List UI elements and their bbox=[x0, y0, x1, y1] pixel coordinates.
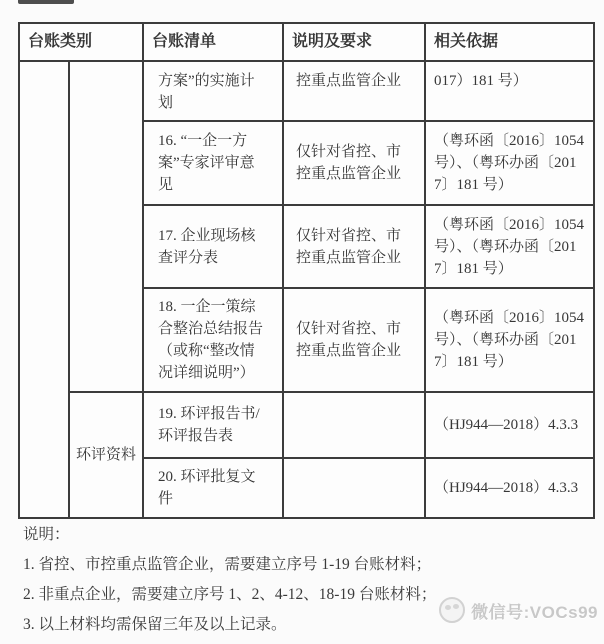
requirement-cell: 仅针对省控、市控重点监管企业 bbox=[283, 121, 425, 205]
basis-cell: 017）181 号） bbox=[425, 61, 594, 121]
basis-cell: （粤环函〔2016〕1054 号）、（粤环办函〔2017〕181 号） bbox=[425, 205, 594, 288]
basis-cell: （HJ944—2018）4.3.3 bbox=[425, 392, 594, 458]
notes-section bbox=[23, 524, 583, 644]
watermark bbox=[439, 597, 598, 623]
watermark-text: 微信号:VOCs99 bbox=[471, 602, 598, 622]
wechat-logo-icon bbox=[439, 597, 465, 623]
scan-artifact bbox=[18, 0, 74, 4]
note-item-1: 1. 省控、市控重点监管企业，需要建立序号 1-19 台账材料； bbox=[23, 556, 432, 573]
item-cell: 方案”的实施计划 bbox=[143, 61, 283, 121]
header-category: 台账类别 bbox=[19, 23, 143, 61]
note-item-3: 3. 以上材料均需保留三年及以上记录。 bbox=[23, 616, 287, 633]
requirement-cell bbox=[283, 458, 425, 518]
ledger-table bbox=[18, 22, 595, 519]
note-item-2: 2. 非重点企业，需要建立序号 1、2、4-12、18-19 台账材料； bbox=[23, 586, 437, 603]
item-cell: 18. 一企一策综合整治总结报告（或称“整改情况详细说明”） bbox=[143, 288, 283, 392]
basis-cell: （粤环函〔2016〕1054 号）、（粤环办函〔2017〕181 号） bbox=[425, 121, 594, 205]
header-basis: 相关依据 bbox=[425, 23, 594, 61]
requirement-cell: 控重点监管企业 bbox=[283, 61, 425, 121]
notes-title: 说明： bbox=[23, 526, 70, 543]
requirement-cell: 仅针对省控、市控重点监管企业 bbox=[283, 205, 425, 288]
basis-cell: （粤环函〔2016〕1054 号）、（粤环办函〔2017〕181 号） bbox=[425, 288, 594, 392]
item-cell: 16. “一企一方案”专家评审意见 bbox=[143, 121, 283, 205]
table-row-15-continued bbox=[19, 61, 594, 121]
table-row-19 bbox=[19, 392, 594, 458]
category-lower-cell: 环评资料 bbox=[69, 392, 143, 518]
header-item: 台账清单 bbox=[143, 23, 283, 61]
header-row bbox=[19, 23, 594, 61]
category-upper-cell bbox=[69, 61, 143, 392]
item-cell: 19. 环评报告书/环评报告表 bbox=[143, 392, 283, 458]
requirement-cell bbox=[283, 392, 425, 458]
basis-cell: （HJ944—2018）4.3.3 bbox=[425, 458, 594, 518]
item-cell: 17. 企业现场核查评分表 bbox=[143, 205, 283, 288]
header-requirement: 说明及要求 bbox=[283, 23, 425, 61]
requirement-cell: 仅针对省控、市控重点监管企业 bbox=[283, 288, 425, 392]
item-cell: 20. 环评批复文件 bbox=[143, 458, 283, 518]
category-main-cell bbox=[19, 61, 69, 518]
